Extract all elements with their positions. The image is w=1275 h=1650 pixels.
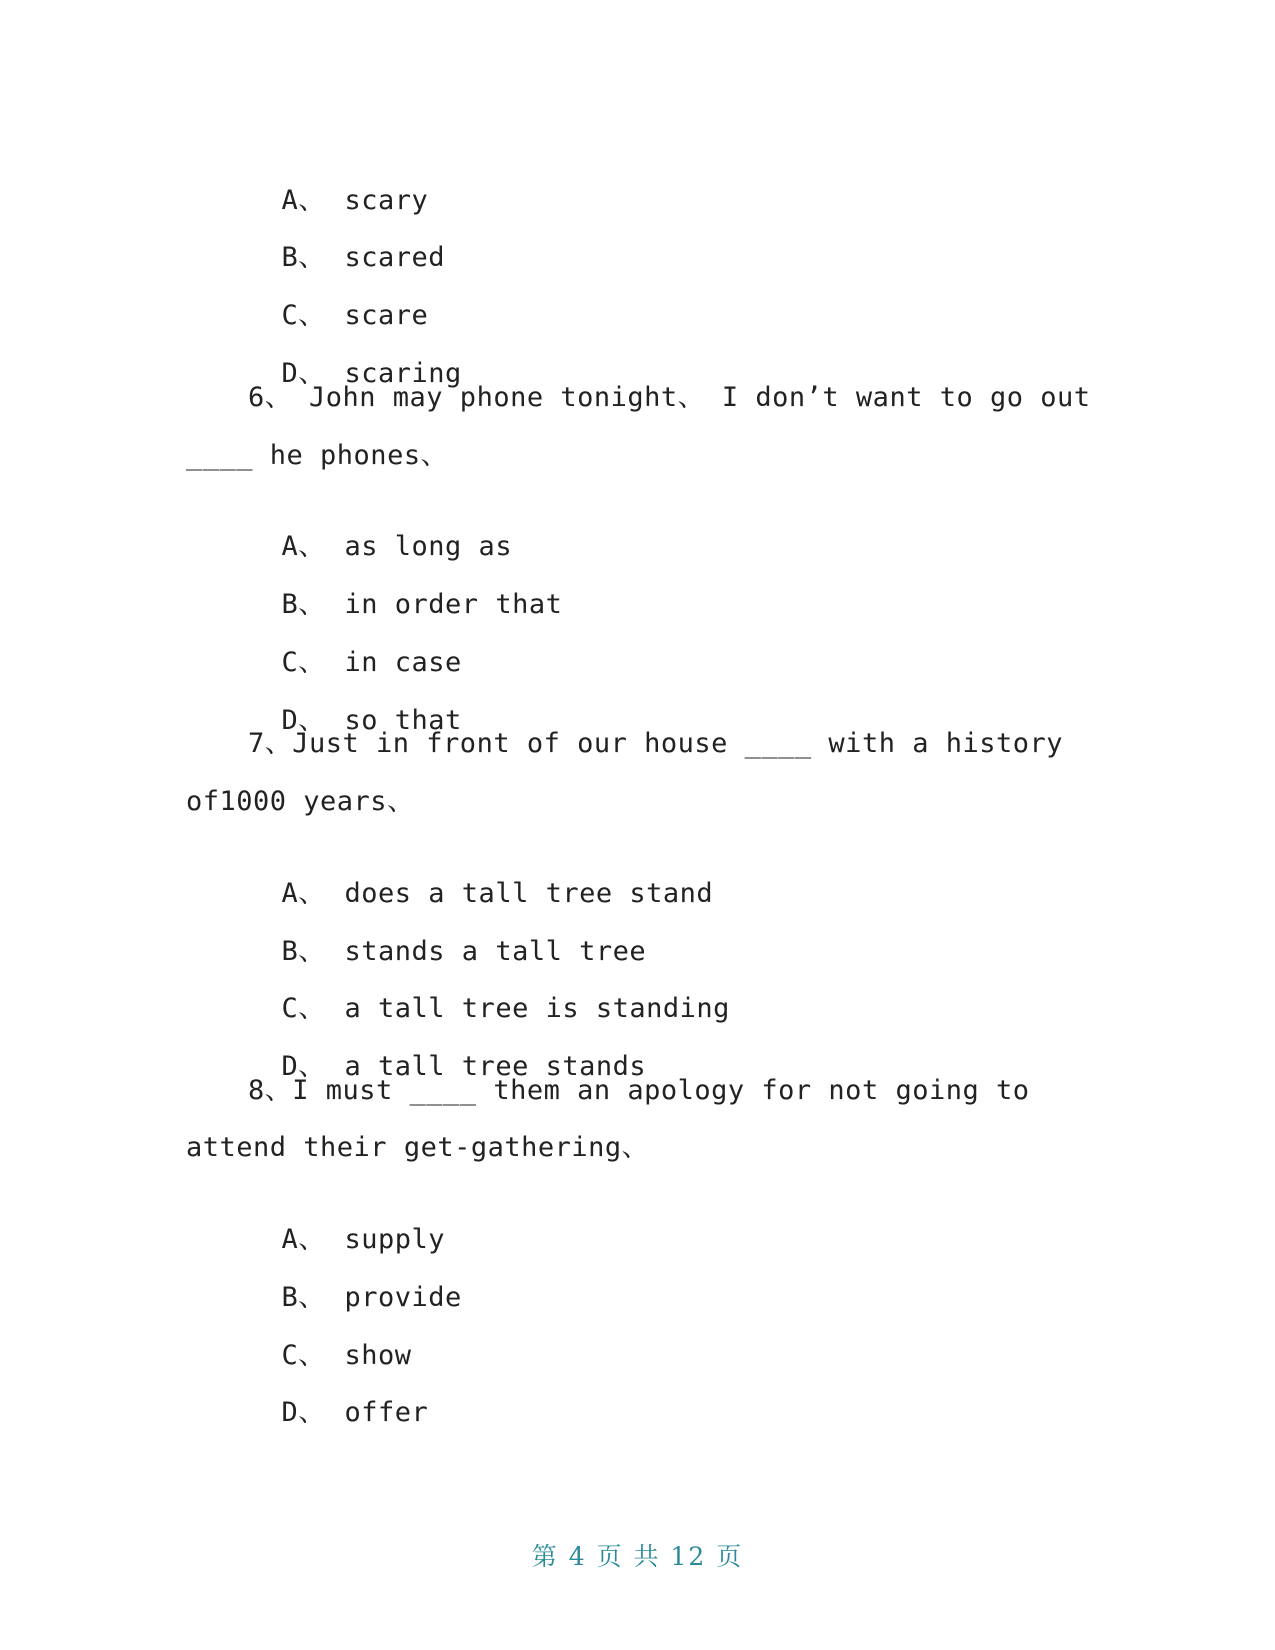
option-letter: C、 xyxy=(281,647,326,678)
q8-option-d xyxy=(248,1362,428,1430)
option-letter: B、 xyxy=(281,242,326,273)
option-text: provide xyxy=(344,1282,462,1313)
option-text: stands a tall tree xyxy=(344,936,647,967)
option-letter: B、 xyxy=(281,589,326,620)
option-text: in case xyxy=(344,647,462,678)
option-text: scare xyxy=(344,300,429,331)
option-letter: A、 xyxy=(281,878,326,909)
option-letter: A、 xyxy=(281,185,326,216)
option-letter: D、 xyxy=(281,358,326,389)
option-letter: C、 xyxy=(281,1340,326,1371)
option-text: scaring xyxy=(344,358,462,389)
option-letter: D、 xyxy=(281,1397,326,1428)
page-number-footer: 第 4 页 共 12 页 xyxy=(531,1542,744,1571)
q8-stem-line2: attend their get-gathering、 xyxy=(186,1132,650,1163)
q8-stem-line1: 8、I must ____ them an apology for not going to xyxy=(248,1075,1030,1106)
option-text: as long as xyxy=(344,531,513,562)
option-letter: C、 xyxy=(281,300,326,331)
option-text: so that xyxy=(344,705,462,736)
q7-stem-line2: of1000 years、 xyxy=(186,786,415,817)
option-letter: B、 xyxy=(281,936,326,967)
option-letter: D、 xyxy=(281,705,326,736)
option-letter: A、 xyxy=(281,531,326,562)
option-text: a tall tree is standing xyxy=(344,993,730,1024)
option-text: supply xyxy=(344,1224,446,1255)
option-letter: A、 xyxy=(281,1224,326,1255)
option-text: scared xyxy=(344,242,446,273)
option-text: show xyxy=(344,1340,412,1371)
option-text: offer xyxy=(344,1397,429,1428)
option-text: in order that xyxy=(344,589,563,620)
q7-stem-line1: 7、Just in front of our house ____ with a history xyxy=(248,728,1064,759)
option-letter: B、 xyxy=(281,1282,326,1313)
q6-stem-line2: ____ he phones、 xyxy=(186,440,449,471)
option-text: a tall tree stands xyxy=(344,1051,647,1082)
option-letter: C、 xyxy=(281,993,326,1024)
option-text: scary xyxy=(344,185,429,216)
q6-stem-line1: 6、 John may phone tonight、 I don’t want to go out xyxy=(248,382,1091,413)
option-text: does a tall tree stand xyxy=(344,878,714,909)
option-letter: D、 xyxy=(281,1051,326,1082)
